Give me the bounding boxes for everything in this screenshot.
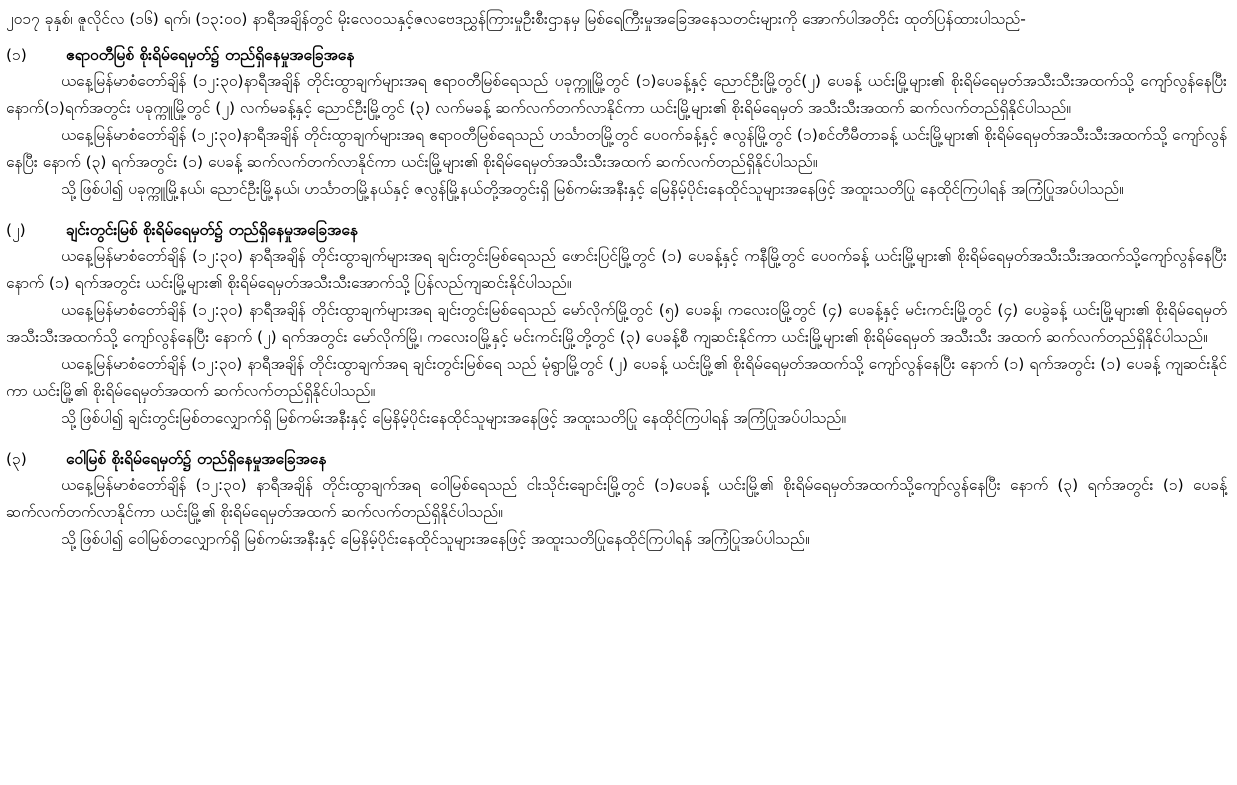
section-title: ဝေါမြစ် စိုးရိမ်ရေမှတ်၌ တည်ရှိနေမှုအခြေအနေ: [66, 450, 327, 468]
intro-text: ၂၀၁၇ ခုနှစ်၊ ဇူလိုင်လ (၁၆) ရက်၊ (၁၃:၀၀) နာရီအချိန်တွင် မိုးလေဝသနှင့်ဇလဗေဒညွှန်ကြားမှုဦးစီးဌာနမှ မြစ်ရေကြီးမှုအခြေအနေသတင်းများကို အောက်ပါအတိုင်း ထုတ်ပြန်ထားပါသည်-: [6, 10, 1026, 28]
section-number: (၂): [6, 221, 26, 239]
paragraph: ယနေ့မြန်မာစံတော်ချိန် (၁၂:၃၀)နာရီအချိန် တိုင်းထွာချက်များအရ ဧရာဝတီမြစ်ရေသည် ဟင်္သာတမြို့တွင် ပေ၀က်ခန့်နှင့် ဇလွန်မြို့တွင် (၁)စင်တီမီတာခန့် ယင်းမြို့များ၏ စိုးရိမ်ရေမှတ်အသီးသီးအထက်သို့ ကျော်လွန်နေပြီး နောက် (၃) ရက်အတွင်း (၁) ပေခန့် ဆက်လက်တက်လာနိုင်ကာ ယင်းမြို့များ၏ စိုးရိမ်ရေမှတ်အသီးသီးအထက် ဆက်လက်တည်ရှိနိုင်ပါသည်။: [6, 126, 1227, 171]
paragraph: ယနေ့မြန်မာစံတော်ချိန် (၁၂:၃၀) နာရီအချိန် တိုင်းထွာချက်အရ ဝေါမြစ်ရေသည် ငါးသိုင်းချောင်းမြို့တွင် (၁)ပေခန့် ယင်းမြို့၏ စိုးရိမ်ရေမှတ်အထက်သို့ကျော်လွန်နေပြီး နောက် (၃) ရက်အတွင်း (၁) ပေခန့် ဆက်လက်တက်လာနိုင်ကာ ယင်းမြို့၏ စိုးရိမ်ရေမှတ်အထက် ဆက်လက်တည်ရှိနိုင်ပါသည်။: [6, 476, 1227, 521]
section-3: [6, 446, 1227, 553]
paragraph: ယနေ့မြန်မာစံတော်ချိန် (၁၂:၃၀) နာရီအချိန် တိုင်းထွာချက်များအရ ချင်းတွင်းမြစ်ရေသည် ဖောင်းပြင်မြို့တွင် (၁) ပေခန့်နှင့် ကနီမြို့တွင် ပေ၀က်ခန့် ယင်းမြို့များ၏ စိုးရိမ်ရေမှတ်အသီးသီးအထက်သို့ကျော်လွန်နေပြီး နောက် (၁) ရက်အတွင်း ယင်းမြို့များ၏ စိုးရိမ်ရေမှတ်အသီးသီးအောက်သို့ ပြန်လည်ကျဆင်းနိုင်ပါသည်။: [6, 247, 1227, 292]
paragraph: ယနေ့မြန်မာစံတော်ချိန် (၁၂:၃၀) နာရီအချိန် တိုင်းထွာချက်အရ ချင်းတွင်းမြစ်ရေ သည် မုံရွာမြို့တွင် (၂) ပေခန့် ယင်းမြို့၏ စိုးရိမ်ရေမှတ်အထက်သို့ ကျော်လွန်နေပြီး နောက် (၁) ရက်အတွင်း (၁) ပေခန့် ကျဆင်းနိုင်ကာ ယင်းမြို့၏ စိုးရိမ်ရေမှတ်အထက် ဆက်လက်တည်ရှိနိုင်ပါသည်။: [6, 355, 1227, 400]
section-title: ချင်းတွင်းမြစ် စိုးရိမ်ရေမှတ်၌ တည်ရှိနေမှုအခြေအနေ: [66, 221, 358, 239]
section-heading: [6, 217, 1227, 243]
paragraph: သို့ဖြစ်ပါ၍ ချင်းတွင်းမြစ်တလျှောက်ရှိ မြစ်ကမ်းအနီးနှင့် မြေနိမ့်ပိုင်းနေထိုင်သူများအနေဖြင့် အထူးသတိပြု နေထိုင်ကြပါရန် အကြံပြုအပ်ပါသည်။: [61, 409, 847, 427]
section-number: (၁): [6, 46, 27, 64]
paragraph: သို့ဖြစ်ပါ၍ ဝေါမြစ်တလျှောက်ရှိ မြစ်ကမ်းအနီးနှင့် မြေနိမ့်ပိုင်းနေထိုင်သူများအနေဖြင့် အထူးသတိပြုနေထိုင်ကြပါရန် အကြံပြုအပ်ပါသည်။: [61, 530, 810, 548]
section-number: (၃): [6, 450, 27, 468]
paragraph: ယနေ့မြန်မာစံတော်ချိန် (၁၂:၃၀)နာရီအချိန် တိုင်းထွာချက်များအရ ဧရာဝတီမြစ်ရေသည် ပခုက္ကူမြို့တွင် (၁)ပေခန့်နှင့် ညောင်ဦးမြို့တွင်(၂) ပေခန့် ယင်းမြို့များ၏ စိုးရိမ်ရေမှတ်အသီးသီးအထက်သို့ ကျော်လွန်နေပြီး နောက်(၁)ရက်အတွင်း ပခုက္ကူမြို့တွင် (၂) လက်မခန့်နှင့် ညောင်ဦးမြို့တွင် (၃) လက်မခန့် ဆက်လက်တက်လာနိုင်ကာ ယင်းမြို့များ၏ စိုးရိမ်ရေမှတ် အသီးသီးအထက် ဆက်လက်တည်ရှိနိုင်ပါသည်။: [6, 72, 1227, 117]
paragraph: ယနေ့မြန်မာစံတော်ချိန် (၁၂:၃၀) နာရီအချိန် တိုင်းထွာချက်များအရ ချင်းတွင်းမြစ်ရေသည် မော်လိုက်မြို့တွင် (၅) ပေခန့်၊ ကလေးဝမြို့တွင် (၄) ပေခန့်နှင့် မင်းကင်းမြို့တွင် (၄) ပေခွဲခန့် ယင်းမြို့များ၏ စိုးရိမ်ရေမှတ်အသီးသီးအထက်သို့ ကျော်လွန်နေပြီး နောက် (၂) ရက်အတွင်း မော်လိုက်မြို့၊ ကလေးဝမြို့နှင့် မင်းကင်းမြို့တို့တွင် (၃) ပေခန့်စီ ကျဆင်းနိုင်ကာ ယင်းမြို့များ၏ စိုးရိမ်ရေမှတ် အသီးသီး အထက် ဆက်လက်တည်ရှိနိုင်ပါသည်။: [6, 301, 1227, 346]
section-2: [6, 217, 1227, 432]
section-heading: [6, 42, 1227, 68]
paragraph: သို့ဖြစ်ပါ၍ ပခုက္ကူမြို့နယ်၊ ညောင်ဦးမြို့နယ်၊ ဟင်္သာတမြို့နယ်နှင့် ဇလွန်မြို့နယ်တို့အတွင်းရှိ မြစ်ကမ်းအနီးနှင့် မြေနိမ့်ပိုင်းနေထိုင်သူများအနေဖြင့် အထူးသတိပြု နေထိုင်ကြပါရန် အကြံပြုအပ်ပါသည်။: [61, 180, 1124, 198]
section-title: ဧရာဝတီမြစ် စိုးရိမ်ရေမှတ်၌ တည်ရှိနေမှုအခြေအနေ: [66, 46, 355, 64]
section-1: [6, 42, 1227, 203]
section-heading: [6, 446, 1227, 472]
